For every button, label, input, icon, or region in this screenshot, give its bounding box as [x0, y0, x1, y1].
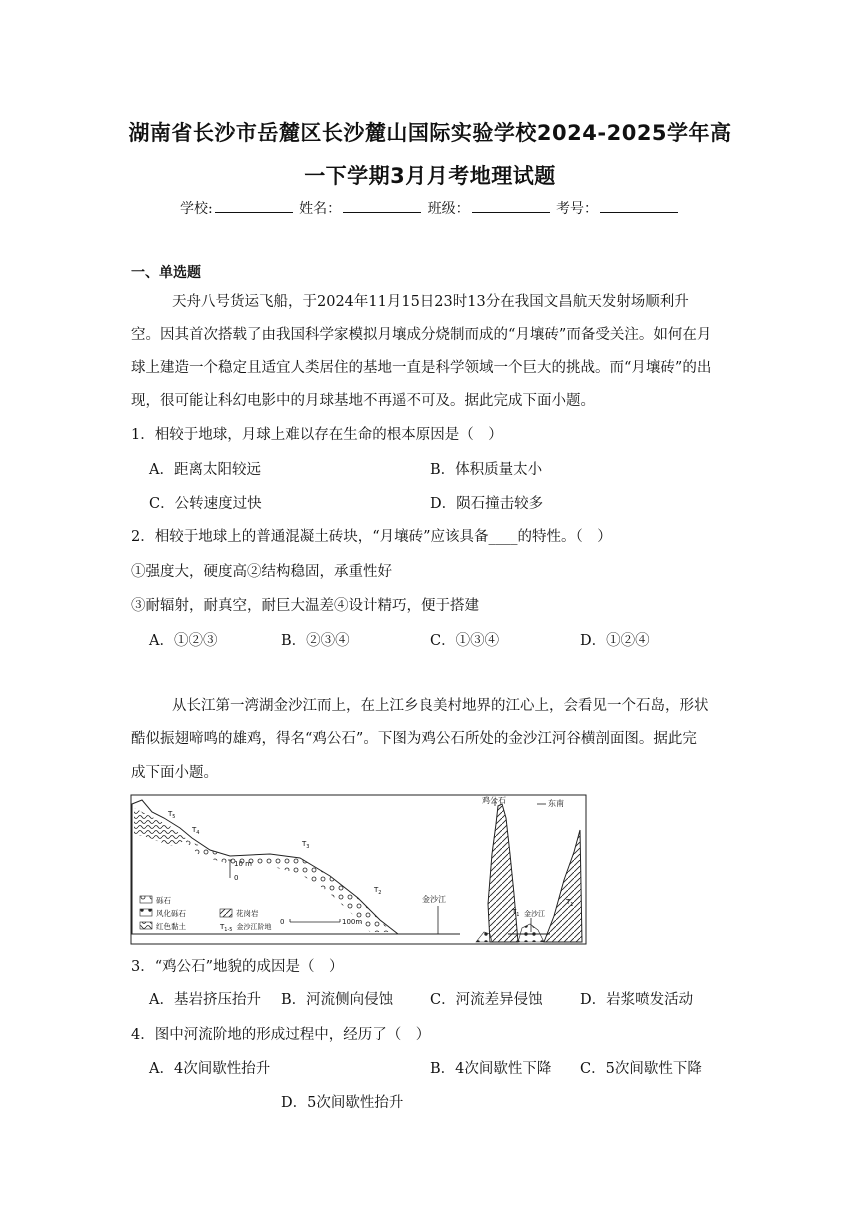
label-jinsha-river: 金沙江: [422, 895, 446, 904]
q3-option-d[interactable]: D．岩浆喷发活动: [580, 992, 694, 1008]
terrace-label-t1: $T_1$: [512, 908, 520, 918]
label-jinsha-river-2: 金沙江: [524, 910, 545, 918]
label-chicken-rock: 鸡公石: [482, 796, 506, 805]
q1-option-c[interactable]: C．公转速度过快: [149, 496, 262, 512]
number-blank[interactable]: [600, 200, 678, 213]
passage2-line: 酷似振翅啼鸣的雄鸡，得名“鸡公石”。下图为鸡公石所处的金沙江河谷横剖面图。据此完: [131, 731, 697, 747]
q2-statement: ③耐辐射，耐真空，耐巨大温差④设计精巧，便于搭建: [131, 598, 479, 614]
passage1-line: 现，很可能让科幻电影中的月球基地不再遥不可及。据此完成下面小题。: [131, 393, 595, 409]
terrace-label-t1-right: $T_1$: [566, 898, 574, 908]
vertical-scale-label: 10 m: [234, 860, 252, 868]
q3-option-a[interactable]: A．基岩挤压抬升: [149, 992, 261, 1008]
page-title-line1: 湖南省长沙市岳麓区长沙麓山国际实验学校2024-2025学年高: [128, 121, 732, 145]
q1-option-b[interactable]: B．体积质量太小: [430, 462, 543, 478]
q2-option-b[interactable]: B．②③④: [281, 633, 350, 649]
q4-option-c[interactable]: C．5次间歇性下降: [580, 1061, 702, 1077]
name-label: 姓名：: [299, 201, 342, 217]
right-bank-cliff: [544, 830, 582, 942]
horizontal-scale-label: 100m: [342, 918, 363, 926]
chicken-rock-granite: [488, 804, 518, 942]
name-blank[interactable]: [343, 200, 421, 213]
student-info-row: [0, 198, 860, 218]
terrace-label-t4: $T_4$: [192, 826, 200, 836]
q2-option-a[interactable]: A．①②③: [149, 633, 218, 649]
legend-granite: 花岗岩: [236, 909, 259, 918]
class-label: 班级：: [427, 201, 470, 217]
q4-option-a[interactable]: A．4次间歇性抬升: [149, 1061, 271, 1077]
passage2-line: 成下面小题。: [131, 765, 218, 781]
q4-option-d[interactable]: D．5次间歇性抬升: [281, 1095, 404, 1111]
river-valley-profile-figure: [130, 794, 588, 946]
page-title-line2: 一下学期3月月考地理试题: [304, 164, 556, 188]
question-1-stem: 1．相较于地球，月球上难以存在生命的根本原因是（ ）: [131, 427, 503, 443]
q2-statement: ①强度大，硬度高②结构稳固，承重性好: [131, 564, 392, 580]
q3-option-b[interactable]: B．河流侧向侵蚀: [281, 992, 394, 1008]
terrace-label-t3: $T_3$: [302, 840, 310, 850]
legend-red-clay: 红色黏土: [156, 922, 186, 931]
school-label: 学校:: [179, 201, 213, 217]
school-blank[interactable]: [215, 200, 293, 213]
section-heading: 一、单选题: [131, 265, 201, 281]
number-label: 考号：: [556, 201, 599, 217]
q1-option-d[interactable]: D．陨石撞击较多: [430, 496, 544, 512]
terrace-label-t5: $T_5$: [168, 810, 176, 820]
legend-gravel: 砾石: [156, 896, 171, 905]
svg-text:0: 0: [280, 918, 285, 926]
class-blank[interactable]: [472, 200, 550, 213]
svg-text:0: 0: [234, 874, 239, 882]
passage1-line: 天舟八号货运飞船，于2024年11月15日23时13分在我国文昌航天发射场顺利升: [172, 294, 689, 310]
q3-option-c[interactable]: C．河流差异侵蚀: [430, 992, 543, 1008]
passage1-line: 球上建造一个稳定且适宜人类居住的基地一直是科学领域一个巨大的挑战。而“月壤砖”的出: [131, 360, 712, 376]
question-4-stem: 4．图中河流阶地的形成过程中，经历了（ ）: [131, 1027, 431, 1043]
question-3-stem: 3．“鸡公石”地貌的成因是（ ）: [131, 959, 344, 975]
q4-option-b[interactable]: B．4次间歇性下降: [430, 1061, 552, 1077]
q2-option-d[interactable]: D．①②④: [580, 633, 650, 649]
passage1-line: 空。因其首次搭载了由我国科学家模拟月壤成分烧制而成的“月壤砖”而备受关注。如何在月: [131, 327, 712, 343]
legend-weathered-gravel: 风化砾石: [156, 909, 186, 918]
q2-option-c[interactable]: C．①③④: [430, 633, 500, 649]
q1-option-a[interactable]: A．距离太阳较远: [149, 462, 261, 478]
legend-terrace: $T_{1-5}$ 金沙江阶地: [220, 923, 272, 933]
passage2-line: 从长江第一湾湖金沙江而上，在上江乡良美村地界的江心上，会看见一个石岛，形状: [172, 698, 709, 714]
terrace-label-t2: $T_2$: [374, 886, 382, 896]
question-2-stem: 2．相较于地球上的普通混凝土砖块，“月壤砖”应该具备____的特性。（ ）: [131, 529, 612, 545]
label-southeast: 东南: [548, 799, 564, 808]
